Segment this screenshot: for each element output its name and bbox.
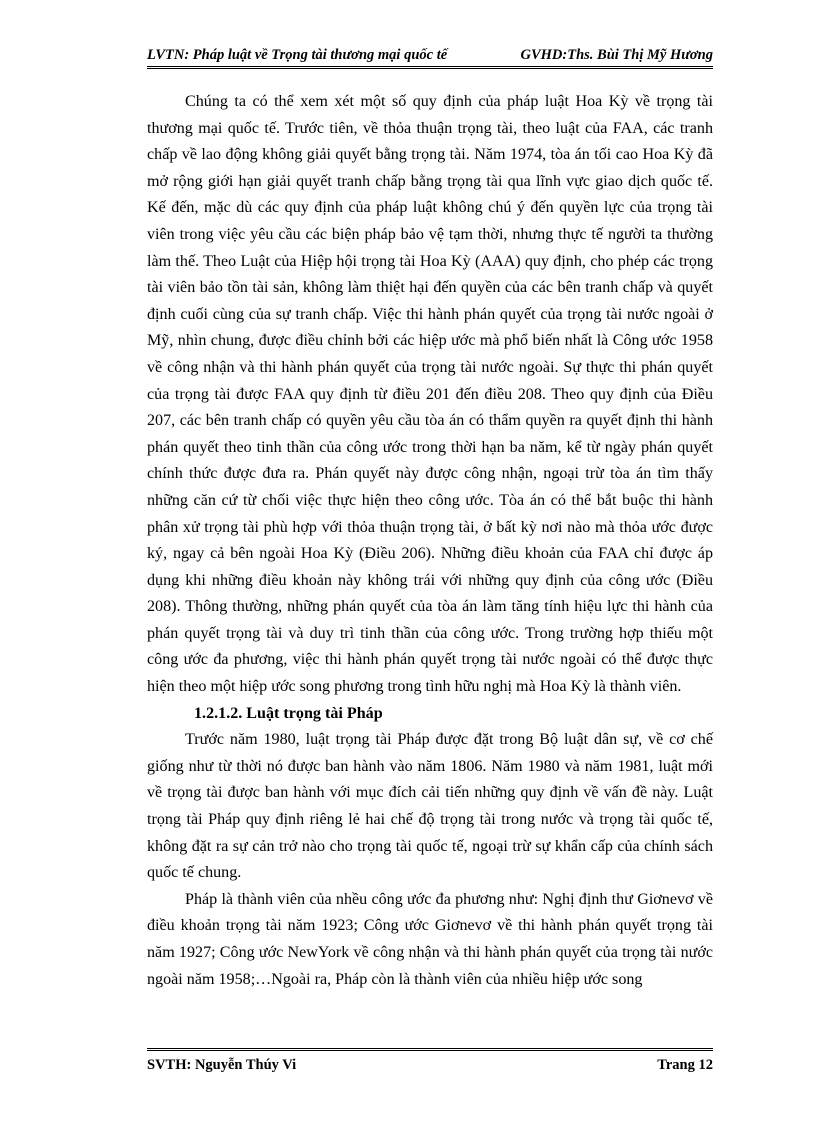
- page-header: [147, 44, 713, 69]
- paragraph-us-arbitration: Chúng ta có thể xem xét một số quy định của pháp luật Hoa Kỳ về trọng tài thương mại quốc tế. Trước tiên, về thỏa thuận trọng tài, theo luật của FAA, các tranh chấp về lao động không giải quyết bằng trọng tài. Năm 1974, tòa án tối cao Hoa Kỳ đã mở rộng giới hạn giải quyết tranh chấp bằng trọng tài qua lĩnh vực giao dịch quốc tế. Kế đến, mặc dù các quy định của pháp luật không chú ý đến quyền lực của trọng tài viên trong việc yêu cầu các biện pháp bảo vệ tạm thời, nhưng thực tế người ta thường làm thế. Theo Luật của Hiệp hội trọng tài Hoa Kỳ (AAA) quy định, cho phép các trọng tài viên bảo tồn tài sản, không làm thiệt hại đến quyền của các bên tranh chấp và quyết định cuối cùng của sự tranh chấp. Việc thi hành phán quyết của trọng tài nước ngoài ở Mỹ, nhìn chung, được điều chỉnh bởi các hiệp ước mà phổ biến nhất là Công ước 1958 về công nhận và thi hành phán quyết của trọng tài nước ngoài. Sự thực thi phán quyết của trọng tài được FAA quy định từ điều 201 đến điều 208. Theo quy định của Điều 207, các bên tranh chấp có quyền yêu cầu tòa án có thẩm quyền ra quyết định thi hành phán quyết theo tinh thần của công ước trong thời hạn ba năm, kể từ ngày phán quyết chính thức được đưa ra. Phán quyết này được công nhận, ngoại trừ tòa án tìm thấy những căn cứ từ chối việc thực hiện theo công ước. Tòa án có thể bắt buộc thi hành phân xử trọng tài phù hợp với thỏa thuận trọng tài, ở bất kỳ nơi nào mà thỏa ước được ký, ngay cả bên ngoài Hoa Kỳ (Điều 206). Những điều khoản của FAA chỉ được áp dụng khi những điều khoản này không trái với những quy định của công ước (Điều 208). Thông thường, những phán quyết của tòa án làm tăng tính hiệu lực thi hành của phán quyết trọng tài và duy trì tinh thần của công ước. Trong trường hợp thiếu một công ước đa phương, việc thi hành phán quyết trọng tài nước ngoài có thể được thực hiện theo một hiệp ước song phương trong tình hữu nghị mà Hoa Kỳ là thành viên.: [147, 93, 713, 696]
- header-thesis-title: LVTN: Pháp luật về Trọng tài thương mại quốc tế: [147, 47, 448, 63]
- footer-page-number: Trang 12: [657, 1057, 713, 1073]
- footer-student: SVTH: Nguyễn Thúy Vi: [147, 1057, 297, 1073]
- paragraph-french-conventions: Pháp là thành viên của nhều công ước đa phương như: Nghị định thư Giơnevơ về điều khoản trọng tài năm 1923; Công ước Giơnevơ về thi hành phán quyết trọng tài năm 1927; Công ước NewYork về công nhận và thi hành phán quyết của trọng tài nước ngoài năm 1958;…Ngoài ra, Pháp còn là thành viên của nhiều hiệp ước song: [147, 890, 713, 988]
- page-footer: [147, 1048, 713, 1081]
- header-supervisor: GVHD:Ths. Bùi Thị Mỹ Hương: [520, 47, 713, 63]
- paragraph-french-law-history: Trước năm 1980, luật trọng tài Pháp được đặt trong Bộ luật dân sự, về cơ chế giống như từ thời nó được ban hành vào năm 1806. Năm 1980 và năm 1981, luật mới về trọng tài được ban hành với mục đích cải tiến những quy định về vấn đề này. Luật trọng tài Pháp quy định riêng lẻ hai chế độ trọng tài trong nước và trọng tài quốc tế, không đặt ra sự cản trở nào cho trọng tài quốc tế, ngoại trừ sự khẩn cấp của chính sách quốc tế chung.: [147, 731, 713, 882]
- page-body: [147, 89, 713, 993]
- section-heading-french-arbitration: 1.2.1.2. Luật trọng tài Pháp: [194, 704, 383, 722]
